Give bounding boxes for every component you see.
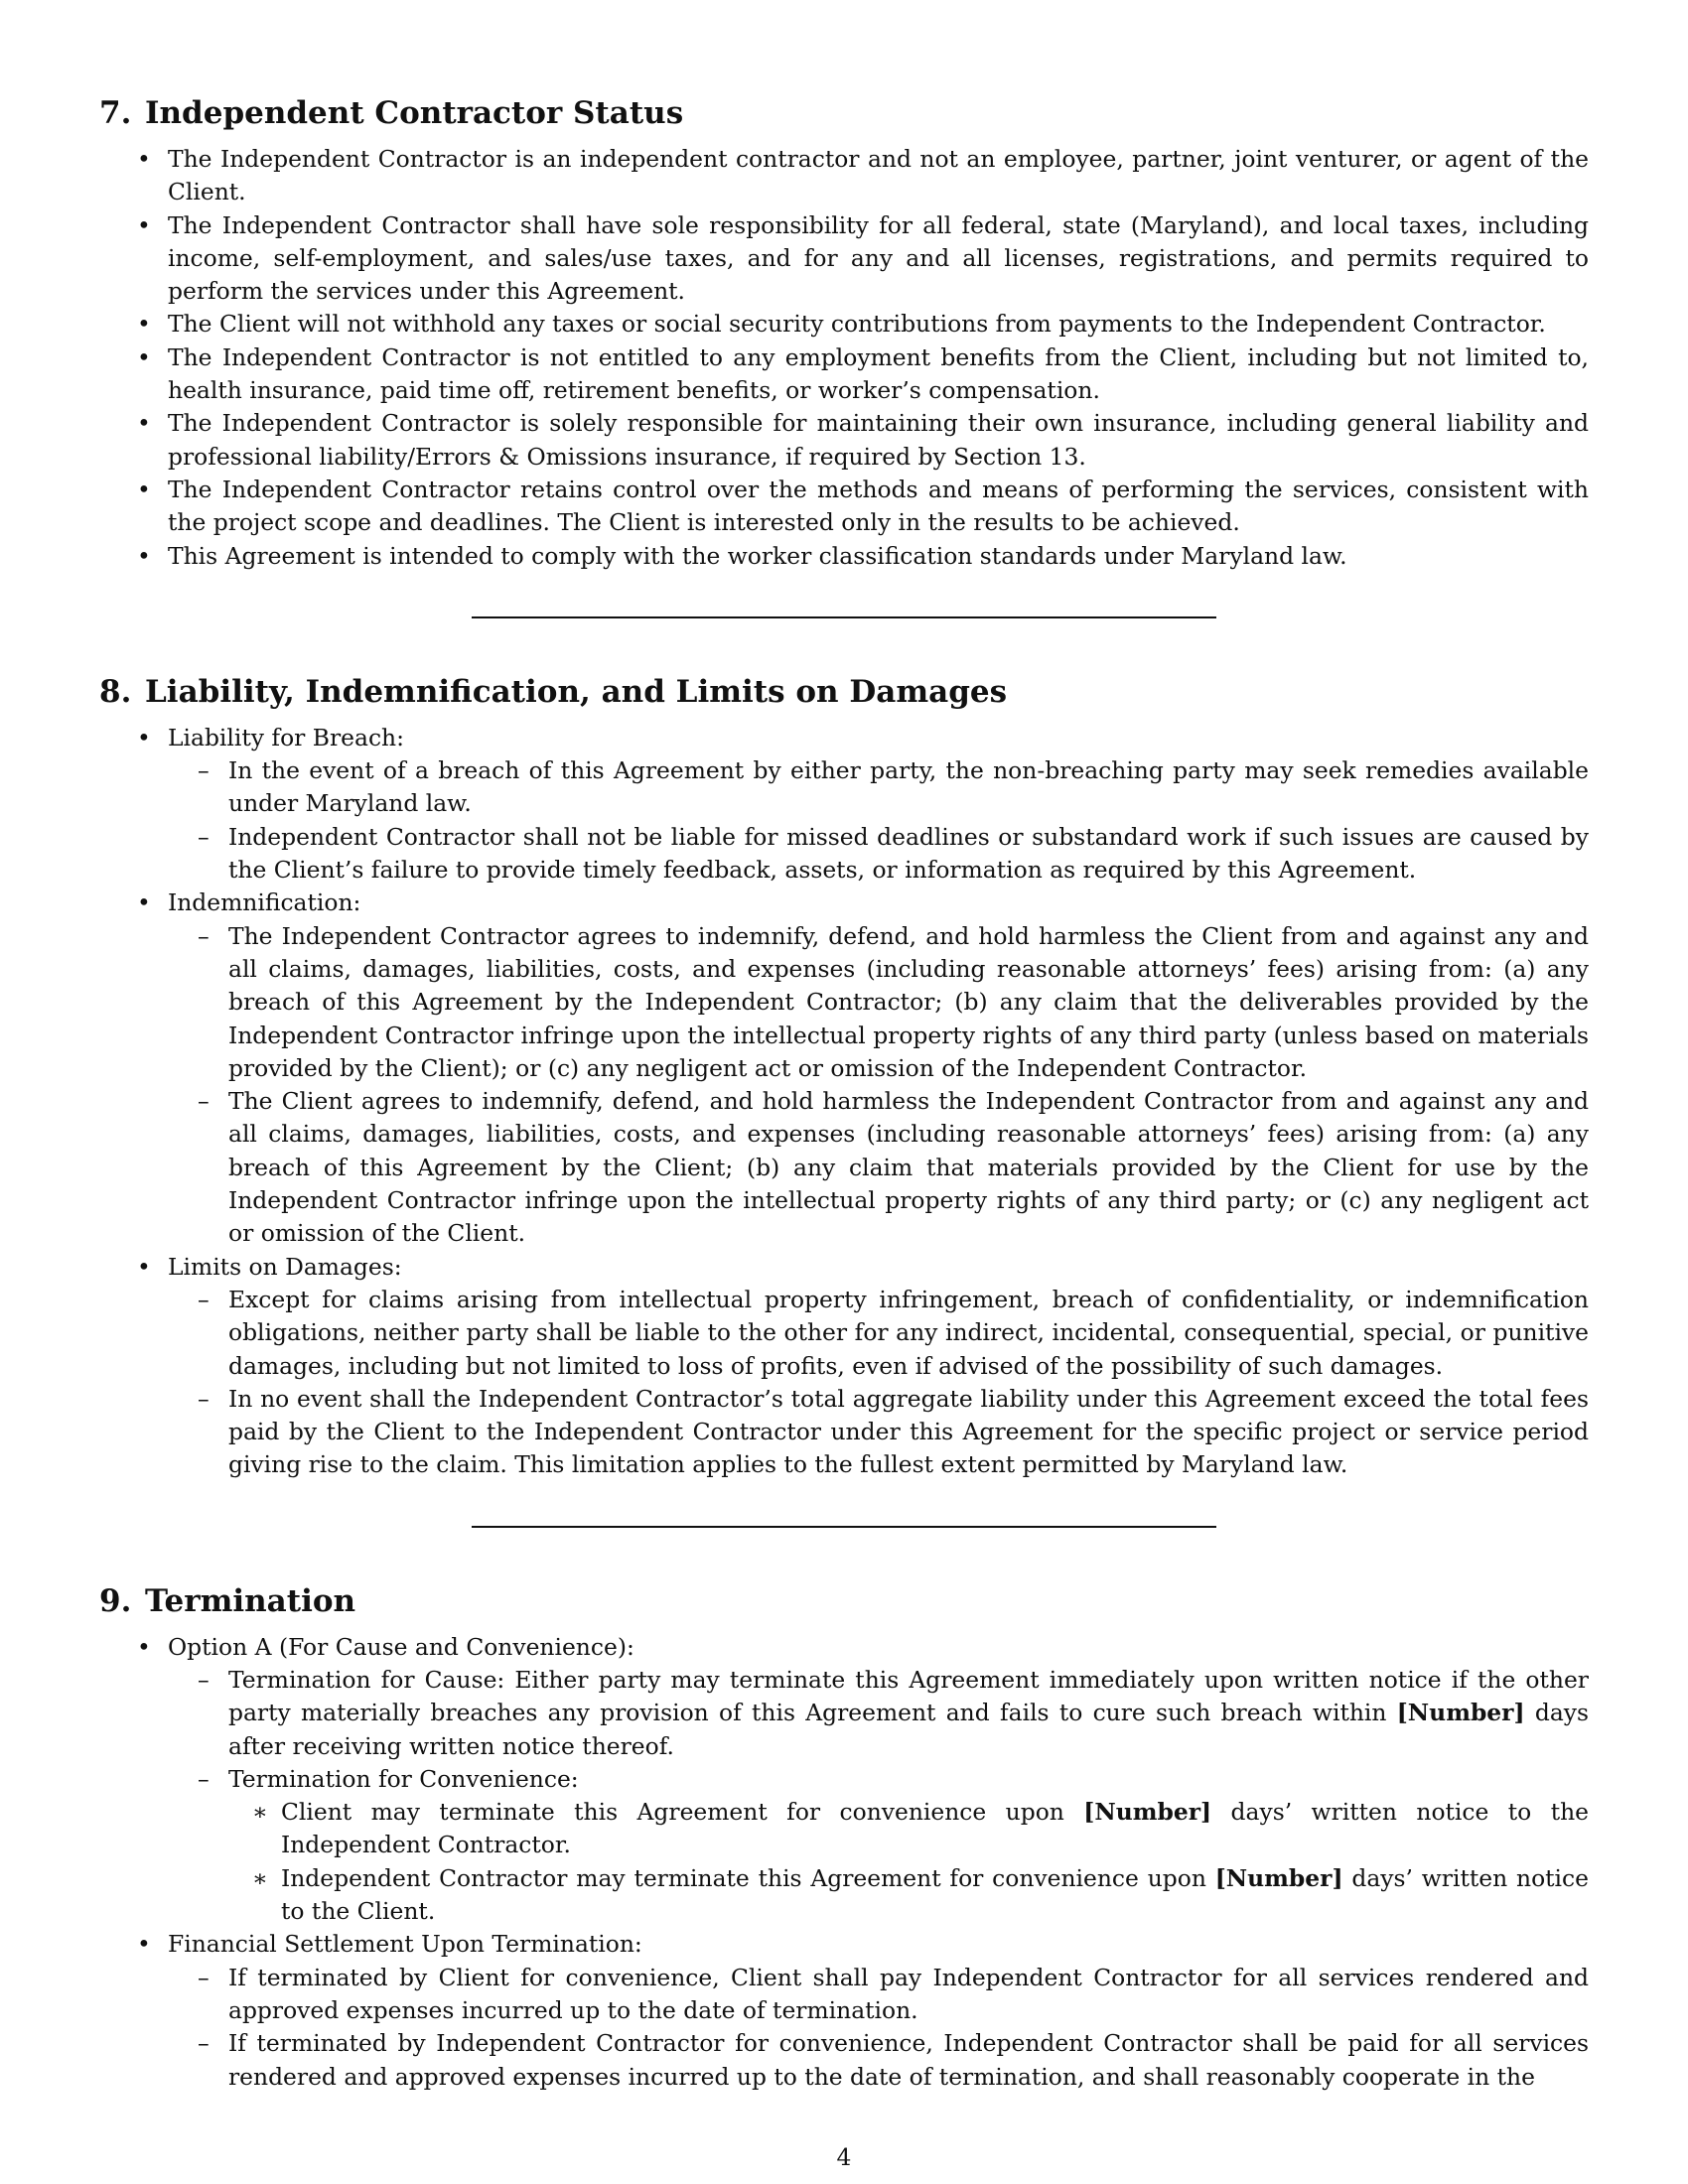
- list-item: – In the event of a breach of this Agreement by either party, the non-breaching party may seek remedies available under Maryland law.: [168, 754, 1589, 821]
- option-a-sublist: [168, 1664, 1589, 1928]
- list-item: [99, 722, 1589, 887]
- list-item: • The Independent Contractor shall have sole responsibility for all federal, state (Maryland), and local taxes, including income, self-employment, and sales/use taxes, and for any and all licenses, registrations, and permits required to perform the services under this Agreement.: [99, 209, 1589, 309]
- list-item: – If terminated by Independent Contractor for convenience, Independent Contractor shall be paid for all services rendered and approved expenses incurred up to the date of termination, and shall reasonably cooperate in the: [168, 2027, 1589, 2094]
- list-item: – The Client agrees to indemnify, defend, and hold harmless the Independent Contractor from and against any and all claims, damages, liabilities, costs, and expenses (including reasonable attorneys’ fees) arising from: (a) any breach of this Agreement by the Client; (b) any claim that materials provided by the Client for use by the Independent Contractor infringe upon the intellectual property rights of any third party; or (c) any negligent act or omission of the Client.: [168, 1085, 1589, 1250]
- indemnification-sublist: [168, 920, 1589, 1251]
- list-item: [228, 1862, 1589, 1929]
- convenience-sublist: [228, 1796, 1589, 1928]
- list-item: [228, 1796, 1589, 1862]
- section-title: Liability, Indemnification, and Limits on Damages: [145, 673, 1008, 710]
- list-item: [99, 887, 1589, 1250]
- placeholder-number: [Number]: [1083, 1798, 1212, 1827]
- section-number: 9.: [99, 1582, 132, 1619]
- subsection-label: Financial Settlement Upon Termination:: [168, 1930, 642, 1959]
- subsection-label: Termination for Convenience:: [228, 1764, 579, 1793]
- list-item: – In no event shall the Independent Contractor’s total aggregate liability under this Agreement exceed the total fees paid by the Client to the Independent Contractor under this Agreement for the specific project or service period giving rise to the claim. This limitation applies to the fullest extent permitted by Maryland law.: [168, 1383, 1589, 1482]
- section-7-heading: [99, 91, 1589, 135]
- section-7-list: [99, 143, 1589, 573]
- document-page: [99, 91, 1589, 2094]
- list-item: [168, 1763, 1589, 1928]
- list-item: [99, 1928, 1589, 2093]
- list-item: • The Independent Contractor is an independent contractor and not an employee, partner, joint venturer, or agent of the Client.: [99, 143, 1589, 209]
- list-item: – Except for claims arising from intellectual property infringement, breach of confidentiality, or indemnification obligations, neither party shall be liable to the other for any indirect, incidental, consequential, special, or punitive damages, including but not limited to loss of profits, even if advised of the possibility of such damages.: [168, 1284, 1589, 1383]
- text-run: days’ written notice to the Independent Contractor.: [281, 1798, 1590, 1859]
- text-run: Client may terminate this Agreement for convenience upon: [281, 1798, 1084, 1827]
- text-run: days’ written notice to the Client.: [281, 1863, 1589, 1926]
- section-number: 8.: [99, 673, 132, 710]
- text-run: days after receiving written notice thereof.: [228, 1699, 1589, 1760]
- subsection-label: Option A (For Cause and Convenience):: [168, 1632, 634, 1661]
- settlement-sublist: [168, 1962, 1589, 2094]
- subsection-label: Limits on Damages:: [168, 1252, 402, 1281]
- section-number: 7.: [99, 95, 132, 131]
- list-item: [99, 1251, 1589, 1482]
- text-run: Termination for Cause: Either party may terminate this Agreement immediately upon written notice if the other party materially breaches any provision of this Agreement and fails to cure such breach within: [228, 1665, 1589, 1727]
- list-item: • The Independent Contractor is not entitled to any employment benefits from the Client, including but not limited to, health insurance, paid time off, retirement benefits, or worker’s compensation.: [99, 341, 1589, 408]
- list-item: – The Independent Contractor agrees to indemnify, defend, and hold harmless the Client from and against any and all claims, damages, liabilities, costs, and expenses (including reasonable attorneys’ fees) arising from: (a) any breach of this Agreement by the Independent Contractor; (b) any claim that the deliverables provided by the Independent Contractor infringe upon the intellectual property rights of any third party (unless based on materials provided by the Client); or (c) any negligent act or omission of the Independent Contractor.: [168, 920, 1589, 1085]
- breach-sublist: [168, 754, 1589, 887]
- list-item: – If terminated by Client for convenience, Client shall pay Independent Contractor for all services rendered and approved expenses incurred up to the date of termination.: [168, 1962, 1589, 2028]
- section-9-list: [99, 1631, 1589, 2094]
- section-title: Termination: [145, 1582, 356, 1619]
- section-8-heading: [99, 670, 1589, 714]
- list-item: [168, 1664, 1589, 1763]
- placeholder-number: [Number]: [1214, 1863, 1343, 1892]
- list-item: • The Client will not withhold any taxes or social security contributions from payments to the Independent Contractor.: [99, 308, 1589, 341]
- list-item: • This Agreement is intended to comply with the worker classification standards under Maryland law.: [99, 540, 1589, 573]
- subsection-label: Indemnification:: [168, 888, 361, 917]
- page-number: 4: [836, 2143, 852, 2171]
- list-item: – Independent Contractor shall not be liable for missed deadlines or substandard work if such issues are caused by the Client’s failure to provide timely feedback, assets, or information as required by this Agreement.: [168, 821, 1589, 887]
- list-item: • The Independent Contractor retains control over the methods and means of performing the services, consistent with the project scope and deadlines. The Client is interested only in the results to be achieved.: [99, 474, 1589, 540]
- section-8-list: [99, 722, 1589, 1482]
- text-run: Independent Contractor may terminate this Agreement for convenience upon: [281, 1863, 1215, 1892]
- placeholder-number: [Number]: [1396, 1699, 1525, 1727]
- list-item: • The Independent Contractor is solely responsible for maintaining their own insurance, including general liability and professional liability/Errors & Omissions insurance, if required by Section 13.: [99, 407, 1589, 474]
- subsection-label: Liability for Breach:: [168, 723, 404, 751]
- section-9-heading: [99, 1579, 1589, 1623]
- list-item: [99, 1631, 1589, 1929]
- limits-sublist: [168, 1284, 1589, 1482]
- section-title: Independent Contractor Status: [145, 95, 684, 131]
